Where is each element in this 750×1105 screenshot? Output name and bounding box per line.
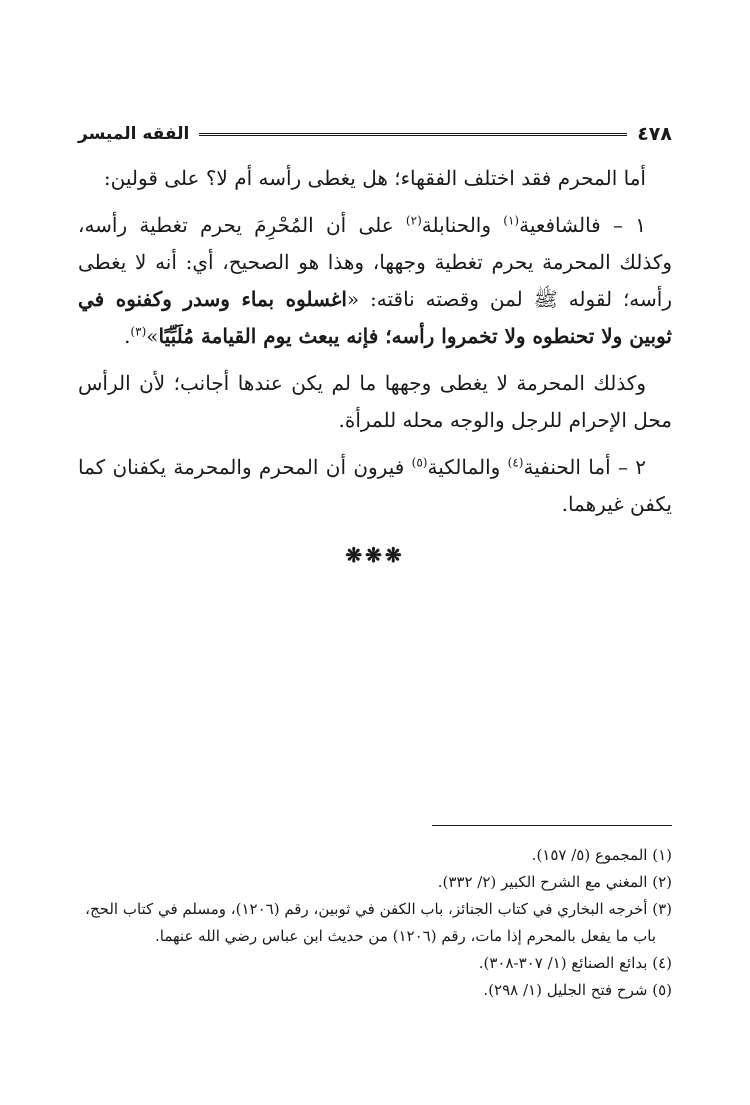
footnote-rule [432, 825, 672, 826]
footnote-ref-5: (٥) [411, 455, 428, 470]
book-title: الفقه الميسر [78, 124, 190, 144]
header-rule [199, 133, 627, 136]
footnote-ref-4: (٤) [507, 455, 524, 470]
point-one-lead: ١ – فالشافعية [519, 213, 646, 237]
footnote-ref-3: (٣) [130, 324, 147, 339]
point-one-hanbali: والحنابلة [421, 213, 504, 237]
point-two-end: فيرون أن المحرم والمحرمة يكفنان كما يكفن غيرهما. [78, 455, 672, 516]
point-one-paragraph [78, 207, 672, 355]
footnote-5: (٥) شرح فتح الجليل (١/ ٢٩٨). [483, 981, 672, 999]
point-one-end: . [124, 324, 131, 348]
footnote-ref-1: (١) [503, 213, 520, 228]
footnotes [78, 842, 672, 1004]
footnote-4: (٤) بدائع الصنائع (١/ ٣٠٧-٣٠٨). [478, 954, 672, 972]
running-header [78, 122, 672, 146]
main-text [78, 160, 672, 574]
footnote-ref-2: (٢) [405, 213, 422, 228]
point-two-maliki: والمالكية [427, 455, 508, 479]
hadith-close: » [146, 324, 159, 348]
second-paragraph: وكذلك المحرمة لا يغطى وجهها ما لم يكن عندها أجانب؛ لأن الرأس محل الإحرام للرجل والوجه محله للمرأة. [78, 371, 672, 432]
footnote-2: (٢) المغني مع الشرح الكبير (٢/ ٣٣٢). [437, 873, 672, 891]
point-two-paragraph [78, 449, 672, 523]
footnote-3-continued: باب ما يفعل بالمحرم إذا مات، رقم (١٢٠٦) من حديث ابن عباس رضي الله عنهما. [155, 927, 656, 945]
page-number: ٤٧٨ [637, 123, 672, 145]
intro-paragraph: أما المحرم فقد اختلف الفقهاء؛ هل يغطى رأسه أم لا؟ على قولين: [103, 166, 646, 190]
section-separator: ❋❋❋ [345, 543, 405, 567]
point-two-lead: ٢ – أما الحنفية [523, 455, 647, 479]
hadith-quote: اغسلوه بماء وسدر وكفنوه في ثوبين ولا تحنطوه ولا تخمروا رأسه؛ فإنه يبعث يوم القيامة مُلَبِّيًا [78, 287, 672, 348]
footnote-3: (٣) أخرجه البخاري في كتاب الجنائز، باب الكفن في ثوبين، رقم (١٢٠٦)، ومسلم في كتاب الحج، [85, 900, 672, 918]
footnote-1: (١) المجموع (٥/ ١٥٧). [531, 846, 672, 864]
point-one-body: على أن المُحْرِمَ يحرم تغطية رأسه، وكذلك المحرمة يحرم تغطية وجهها، وهذا هو الصحيح، أي: أنه لا يغطى رأسه؛ لقوله ﷺ لمن وقصته ناقته: « [78, 213, 673, 311]
